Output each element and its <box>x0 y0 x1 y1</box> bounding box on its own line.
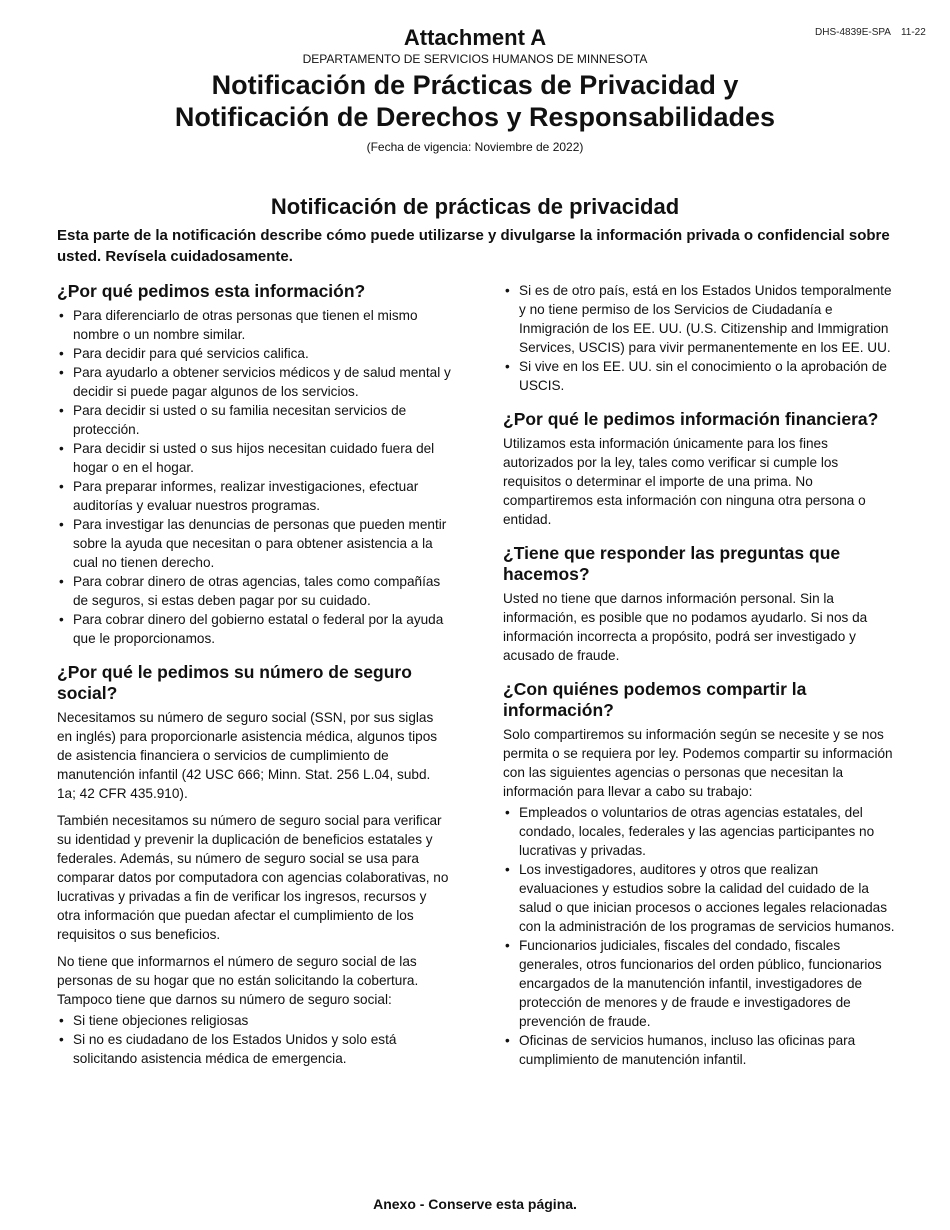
list-item: • Para cobrar dinero de otras agencias, tales como compañías de seguros, si estas deben pagar por su cuidado. <box>57 572 452 610</box>
list-item: • Para cobrar dinero del gobierno estatal o federal por la ayuda que le proporcionamos. <box>57 610 452 648</box>
document-header <box>0 24 950 155</box>
why-info-list <box>57 306 452 648</box>
ssn-paragraph-3: No tiene que informarnos el número de seguro social de las personas de su hogar que no están solicitando la cobertura. Tampoco tiene que darnos su número de seguro social: <box>57 954 419 1007</box>
attachment-label: Attachment A <box>403 25 547 50</box>
ssn-heading: ¿Por qué le pedimos su número de seguro social? <box>57 662 412 703</box>
list-item: • Para preparar informes, realizar investigaciones, efectuar auditorías y evaluar nuestros programas. <box>57 477 452 515</box>
list-item: • Los investigadores, auditores y otros que realizan evaluaciones y estudios sobre la calidad del cuidado de la salud o que inician procesos o acciones legales relacionadas con la administración de los programas de servicios humanos. <box>503 860 898 936</box>
department-name: DEPARTAMENTO DE SERVICIOS HUMANOS DE MINNESOTA <box>302 52 648 66</box>
list-item: • Para ayudarlo a obtener servicios médicos y de salud mental y decidir si puede pagar algunos de los servicios. <box>57 363 452 401</box>
section-title: Notificación de prácticas de privacidad <box>270 194 680 219</box>
list-item: • Para decidir si usted o su familia necesitan servicios de protección. <box>57 401 452 439</box>
list-item: • Si vive en los EE. UU. sin el conocimiento o la aprobación de USCIS. <box>503 357 898 395</box>
list-item: • Para investigar las denuncias de personas que pueden mentir sobre la ayuda que necesitan o para obtener asistencia a la cual no tienen derecho. <box>57 515 452 572</box>
answer-heading: ¿Tiene que responder las preguntas que hacemos? <box>503 543 841 584</box>
financial-heading: ¿Por qué le pedimos información financiera? <box>503 409 879 429</box>
effective-date: (Fecha de vigencia: Noviembre de 2022) <box>366 140 584 154</box>
list-item: • Si es de otro país, está en los Estados Unidos temporalmente y no tiene permiso de los Servicios de Ciudadanía e Inmigración de los EE. UU. (U.S. Citizenship and Immigration Services, USCIS) para vivir permanentemente en los EE. UU. <box>503 281 898 357</box>
list-item: • Si no es ciudadano de los Estados Unidos y solo está solicitando asistencia médica de emergencia. <box>57 1030 452 1068</box>
ssn-exceptions-list-continued <box>503 281 898 395</box>
answer-paragraph: Usted no tiene que darnos información personal. Sin la información, es posible que no podamos ayudarlo. Si nos da información incorrecta a propósito, podrá ser investigado y acusado de fraude. <box>503 591 868 663</box>
share-heading: ¿Con quiénes podemos compartir la información? <box>503 679 807 720</box>
financial-paragraph: Utilizamos esta información únicamente para los fines autorizados por la ley, tales como verificar si cumple los requisitos o determinar el importe de una prima. No compartiremos esta información con ninguna otra persona o entidad. <box>503 436 866 527</box>
list-item: • Oficinas de servicios humanos, incluso las oficinas para cumplimiento de manutención infantil. <box>503 1031 898 1069</box>
form-number: DHS-4839E-SPA <box>815 27 891 38</box>
why-info-heading: ¿Por qué pedimos esta información? <box>57 281 366 301</box>
section-intro: Esta parte de la notificación describe cómo puede utilizarse y divulgarse la información privada o confidencial sobre usted. Revísela cuidadosamente. <box>57 227 890 265</box>
page-footer: Anexo - Conserve esta página. <box>373 1196 577 1212</box>
share-paragraph: Solo compartiremos su información según se necesite y se nos permita o se requiera por ley. Podemos compartir su información con las siguientes agencias o personas que necesitan la información para llevar a cabo su trabajo: <box>503 727 893 799</box>
ssn-paragraph-2: También necesitamos su número de seguro social para verificar su identidad y prevenir la duplicación de beneficios estatales y federales. Además, su número de seguro social se usa para comparar datos por computadora con agencias colaborativas, no lucrativas y privadas a fin de verificar los ingresos, recursos y otra información que puedan afectar el cumplimiento de los requisitos o sus beneficios. <box>57 813 449 942</box>
ssn-exceptions-list <box>57 1011 452 1068</box>
ssn-paragraph-1: Necesitamos su número de seguro social (SSN, por sus siglas en inglés) para proporcionarle asistencia médica, algunos tipos de asistencia financiera o servicios de cumplimiento de manutención infantil (42 USC 666; Minn. Stat. 256 L.04, subd. 1a; 42 CFR 435.910). <box>57 710 438 801</box>
page-title <box>0 69 950 133</box>
share-list <box>503 803 898 1069</box>
list-item: • Funcionarios judiciales, fiscales del condado, fiscales generales, otros funcionarios del orden público, funcionarios encargados de la manutención infantil, investigadores de protección de menores y de fraude e investigadores de prevención de fraude. <box>503 936 898 1031</box>
left-column <box>57 281 452 1078</box>
title-line-2: Notificación de Derechos y Responsabilidades <box>174 102 776 132</box>
right-column <box>503 281 898 1079</box>
list-item: • Para decidir para qué servicios califica. <box>57 344 452 363</box>
list-item: • Para decidir si usted o sus hijos necesitan cuidado fuera del hogar o en el hogar. <box>57 439 452 477</box>
list-item: • Empleados o voluntarios de otras agencias estatales, del condado, locales, federales y las agencias participantes no lucrativas y privadas. <box>503 803 898 860</box>
form-date: 11-22 <box>900 27 926 38</box>
title-line-1: Notificación de Prácticas de Privacidad y <box>211 70 739 100</box>
list-item: • Si tiene objeciones religiosas <box>57 1011 452 1030</box>
list-item: • Para diferenciarlo de otras personas que tienen el mismo nombre o un nombre similar. <box>57 306 452 344</box>
